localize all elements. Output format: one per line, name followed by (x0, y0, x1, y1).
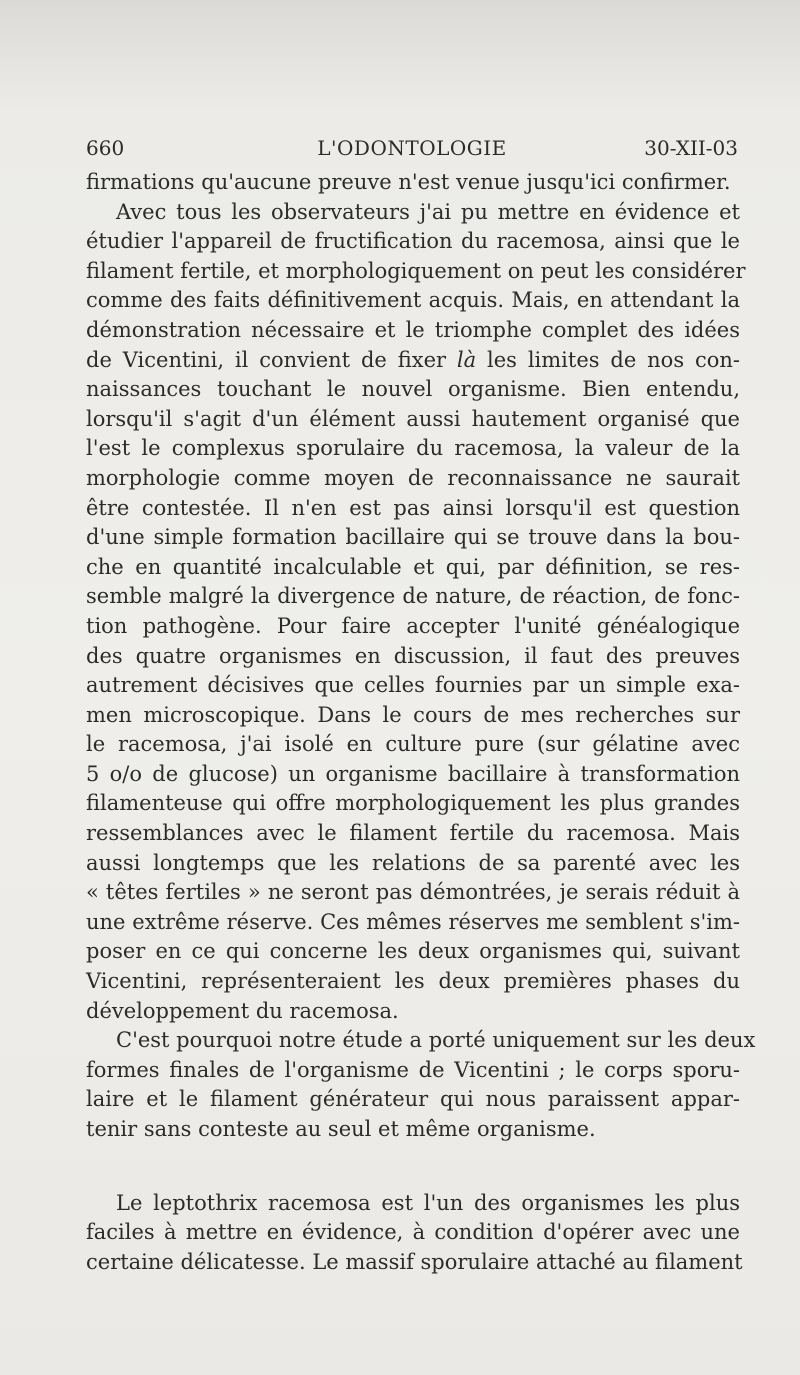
text-line: comme des faits définitivement acquis. Mais, en attendant la (86, 288, 740, 313)
running-header (86, 136, 738, 162)
journal-title: L'ODONTOLOGIE (317, 136, 507, 160)
text-line: étudier l'appareil de fructification du racemosa, ainsi que le (86, 229, 740, 254)
text-line: laire et le filament générateur qui nous paraissent appar- (86, 1087, 740, 1112)
text-line: « têtes fertiles » ne seront pas démontrées, je serais réduit à (86, 880, 740, 905)
page-number: 660 (86, 136, 125, 160)
text-segment: les limites de nos con- (476, 347, 740, 372)
paragraph-continuation (86, 168, 740, 198)
text-line: 5 o/o de glucose) un organisme bacillaire à transformation (86, 761, 740, 786)
text-line: che en quantité incalculable et qui, par définition, se res- (86, 554, 740, 579)
text-line: des quatre organismes en discussion, il faut des preuves (86, 643, 740, 668)
text-line: formes finales de l'organisme de Vicentini ; le corps sporu- (86, 1057, 740, 1082)
section-gap (86, 1145, 740, 1189)
body-text (86, 168, 756, 1277)
text-line: faciles à mettre en évidence, à condition d'opérer avec une (86, 1220, 740, 1245)
italic-word: là (456, 347, 477, 372)
text-line: une extrême réserve. Ces mêmes réserves me semblent s'im- (86, 909, 740, 934)
text-line: être contestée. Il n'en est pas ainsi lorsqu'il est question (86, 495, 740, 520)
text-line: Vicentini, représenteraient les deux premières phases du (86, 969, 740, 994)
text-line: autrement décisives que celles fournies par un simple exa- (86, 673, 740, 698)
paragraph-study-scope (86, 1026, 756, 1144)
text-segment: de Vicentini, il convient de fixer (86, 347, 457, 372)
text-line: ressemblances avec le filament fertile du racemosa. Mais (86, 821, 740, 846)
text-line: le racemosa, j'ai isolé en culture pure (sur gélatine avec (86, 732, 740, 757)
text-line: d'une simple formation bacillaire qui se trouve dans la bou- (86, 525, 740, 550)
text-line: Avec tous les observateurs j'ai pu mettre en évidence et (116, 199, 740, 224)
text-line: développement du racemosa. (86, 998, 399, 1023)
text-line: démonstration nécessaire et le triomphe complet des idées (86, 317, 740, 342)
text-line: tion pathogène. Pour faire accepter l'unité généalogique (86, 613, 740, 638)
text-line: men microscopique. Dans le cours de mes recherches sur (86, 702, 740, 727)
text-line: filamenteuse qui offre morphologiquement les plus grandes (86, 791, 740, 816)
text-line: poser en ce qui concerne les deux organismes qui, suivant (86, 939, 740, 964)
text-line: Le leptothrix racemosa est l'un des organismes les plus (116, 1190, 740, 1215)
text-line: l'est le complexus sporulaire du racemosa, la valeur de la (86, 436, 740, 461)
text-line: morphologie comme moyen de reconnaissance ne saurait (86, 465, 740, 490)
text-line: certaine délicatesse. Le massif sporulaire attaché au filament (86, 1249, 743, 1274)
text-line: firmations qu'aucune preuve n'est venue jusqu'ici confirmer. (86, 170, 731, 194)
text-line: aussi longtemps que les relations de sa parenté avec les (86, 850, 740, 875)
text-line: filament fertile, et morphologiquement on peut les considérer (86, 258, 746, 283)
paragraph-leptothrix (86, 1189, 743, 1278)
issue-date: 30-XII-03 (644, 136, 738, 160)
text-line-with-italic (86, 346, 740, 376)
text-line: naissances touchant le nouvel organisme. Bien entendu, (86, 377, 740, 402)
text-line: lorsqu'il s'agit d'un élément aussi hautement organisé que (86, 406, 740, 431)
text-line: C'est pourquoi notre étude a porté uniquement sur les deux (116, 1028, 756, 1053)
text-line: semble malgré la divergence de nature, de réaction, de fonc- (86, 584, 740, 609)
text-line: tenir sans conteste au seul et même organisme. (86, 1117, 596, 1141)
paragraph-observations (86, 198, 746, 1027)
